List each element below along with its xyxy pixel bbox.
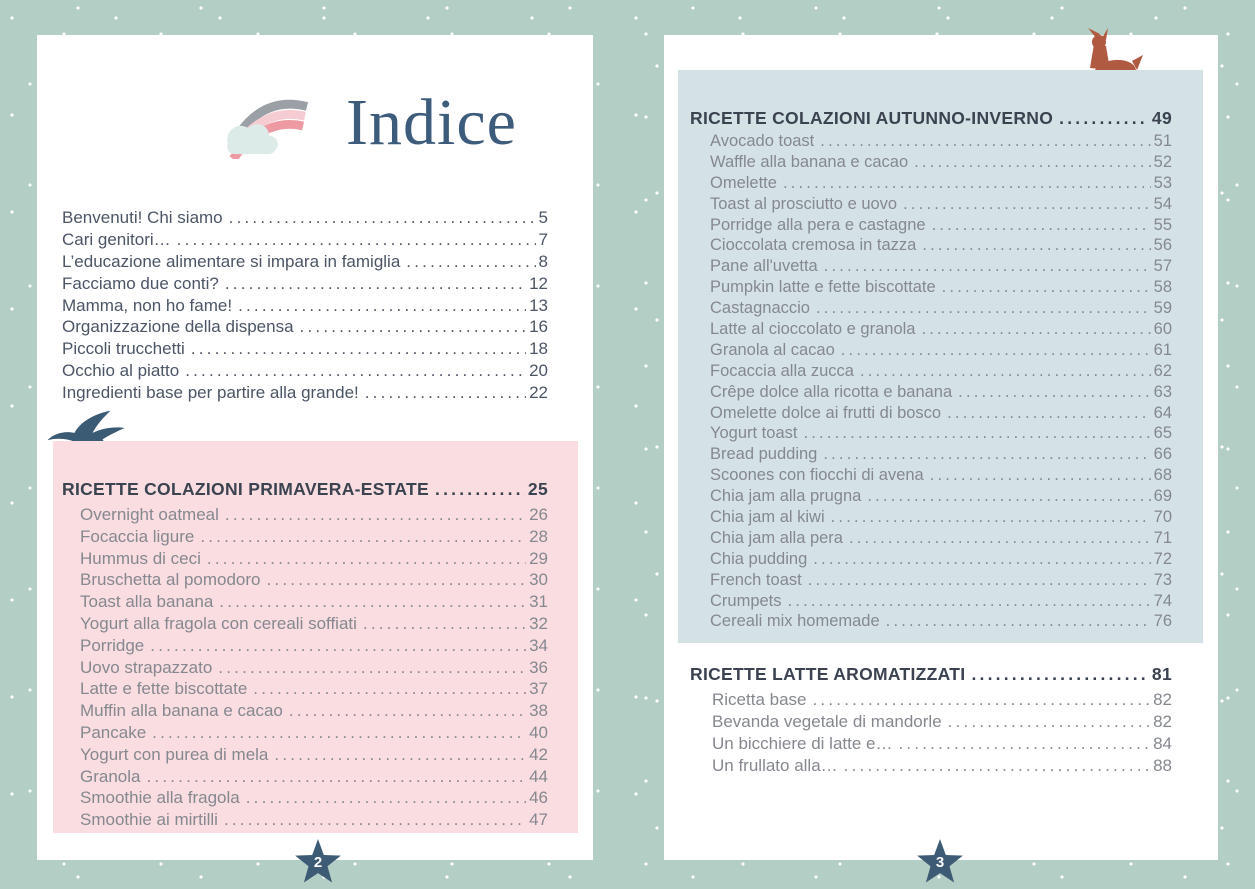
toc-entry-label: Granola	[80, 766, 141, 786]
toc-entry-page: 55	[1153, 215, 1172, 234]
toc-entry-page: 66	[1153, 445, 1172, 464]
dot-leader	[238, 296, 526, 316]
toc-entry-label: Focaccia ligure	[80, 526, 195, 546]
toc-entry-page: 22	[529, 383, 548, 403]
autumn-winter-toc-list	[690, 132, 1172, 633]
toc-entry-label: Chia jam alla prugna	[710, 487, 862, 506]
toc-entry-label: Focaccia alla zucca	[710, 361, 854, 380]
toc-entry-label: Chia jam al kiwi	[710, 508, 825, 527]
dot-leader	[783, 174, 1151, 193]
toc-entry	[80, 767, 548, 789]
toc-entry-label: Yogurt alla fragola con cereali soffiati	[80, 613, 357, 633]
toc-entry-label: Chia pudding	[710, 549, 808, 568]
toc-entry-page: 82	[1153, 712, 1172, 731]
toc-entry-page: 32	[529, 613, 548, 633]
toc-entry-label: Scoones con fiocchi di avena	[710, 466, 924, 485]
star-page-badge	[916, 837, 964, 885]
toc-entry	[712, 734, 1172, 756]
toc-entry-page: 82	[1153, 690, 1172, 709]
toc-entry	[80, 636, 548, 658]
toc-entry-label: Pancake	[80, 722, 147, 742]
toc-entry-label: Crumpets	[710, 591, 782, 610]
dot-leader	[363, 614, 526, 634]
toc-entry	[710, 362, 1172, 383]
toc-entry	[710, 571, 1172, 592]
toc-entry-label: Cioccolata cremosa in tazza	[710, 236, 917, 255]
dot-leader	[922, 236, 1150, 255]
toc-entry	[80, 810, 548, 832]
toc-entry-label: Granola al cacao	[710, 340, 835, 359]
toc-entry-page: 8	[538, 251, 548, 271]
spring-summer-section	[53, 441, 578, 833]
toc-entry-page: 36	[529, 657, 548, 677]
toc-entry	[710, 278, 1172, 299]
toc-entry-label: Occhio al piatto	[62, 361, 180, 381]
toc-entry	[80, 549, 548, 571]
dot-leader	[365, 383, 526, 403]
toc-entry-page: 58	[1153, 278, 1172, 297]
toc-entry-page: 7	[538, 229, 548, 249]
page-number: 3	[935, 854, 945, 871]
dot-leader	[824, 257, 1151, 276]
dot-leader	[921, 320, 1150, 339]
dot-leader	[816, 299, 1151, 318]
toc-entry-page: 71	[1153, 528, 1172, 547]
toc-entry-label: Porridge alla pera e castagne	[710, 215, 926, 234]
toc-entry-page: 29	[529, 548, 548, 568]
toc-entry-label: Bread pudding	[710, 445, 818, 464]
toc-entry-label: Overnight oatmeal	[80, 505, 219, 524]
toc-entry-page: 60	[1153, 320, 1172, 339]
dot-leader	[948, 712, 1150, 732]
toc-entry-page: 63	[1153, 382, 1172, 401]
toc-entry	[710, 550, 1172, 571]
toc-entry-label: Latte al cioccolato e granola	[710, 320, 916, 339]
toc-entry-label: Smoothie ai mirtilli	[80, 810, 218, 830]
dot-leader	[886, 612, 1151, 631]
toc-entry	[710, 132, 1172, 153]
dot-leader	[225, 505, 526, 525]
toc-entry-page: 26	[529, 505, 548, 524]
right-book-page	[664, 35, 1218, 871]
dot-leader	[406, 252, 535, 272]
toc-entry	[710, 466, 1172, 487]
toc-entry	[710, 404, 1172, 425]
dot-leader	[289, 701, 526, 721]
toc-entry	[710, 174, 1172, 195]
toc-entry	[80, 788, 548, 810]
dot-leader	[932, 216, 1151, 235]
dot-leader	[1059, 108, 1149, 129]
toc-entry-label: Porridge	[80, 635, 145, 655]
toc-entry-label: Facciamo due conti?	[62, 273, 219, 293]
toc-entry	[80, 745, 548, 767]
toc-entry-page: 34	[529, 635, 548, 655]
autumn-winter-section	[678, 70, 1203, 643]
dot-leader	[867, 487, 1150, 506]
toc-entry-label: Yogurt con purea di mela	[80, 744, 269, 764]
toc-entry	[710, 445, 1172, 466]
toc-entry-page: 53	[1153, 173, 1172, 192]
toc-entry-label: Un bicchiere di latte e…	[712, 734, 893, 753]
toc-entry	[62, 252, 548, 274]
dot-leader	[841, 341, 1151, 360]
toc-entry-label: Smoothie alla fragola	[80, 788, 240, 808]
toc-entry	[712, 712, 1172, 734]
toc-entry	[710, 341, 1172, 362]
toc-entry-label: Avocado toast	[710, 132, 815, 150]
dot-leader	[849, 529, 1151, 548]
toc-entry-label: Cari genitori…	[62, 229, 171, 249]
toc-entry-page: 38	[529, 701, 548, 721]
toc-entry-label: Yogurt toast	[710, 424, 798, 443]
toc-entry-page: 18	[529, 339, 548, 359]
toc-entry	[62, 383, 548, 405]
toc-entry-page: 28	[529, 526, 548, 546]
dot-leader	[185, 361, 526, 381]
toc-entry-page: 40	[529, 722, 548, 742]
flavored-milk-section	[690, 664, 1172, 778]
dot-leader	[150, 636, 526, 656]
toc-entry	[710, 236, 1172, 257]
toc-entry-page: 20	[529, 361, 548, 381]
toc-entry-page: 31	[529, 592, 548, 612]
toc-entry	[710, 508, 1172, 529]
toc-entry-page: 70	[1153, 508, 1172, 527]
dot-leader	[207, 549, 526, 569]
dot-leader	[267, 570, 527, 590]
toc-entry-page: 88	[1153, 756, 1172, 775]
toc-entry-page: 84	[1153, 734, 1172, 753]
dot-leader	[219, 592, 526, 612]
toc-entry-label: Cereali mix homemade	[710, 612, 880, 631]
toc-entry-label: Benvenuti! Chi siamo	[62, 208, 223, 227]
toc-entry-page: 76	[1153, 612, 1172, 631]
intro-toc-list	[62, 208, 548, 405]
dot-leader	[152, 723, 526, 743]
dot-leader	[224, 810, 526, 830]
toc-entry-label: Organizzazione della dispensa	[62, 317, 294, 337]
toc-entry	[62, 361, 548, 383]
toc-entry	[80, 614, 548, 636]
toc-entry-page: 52	[1153, 152, 1172, 171]
toc-entry	[62, 339, 548, 361]
toc-entry-label: Toast alla banana	[80, 592, 214, 612]
spring-summer-toc-list	[62, 505, 548, 832]
section-header	[690, 108, 1172, 132]
toc-entry-label: Piccoli trucchetti	[62, 339, 185, 359]
toc-entry	[712, 690, 1172, 712]
dot-leader	[803, 424, 1150, 443]
toc-entry-page: 68	[1153, 466, 1172, 485]
toc-entry-page: 47	[529, 810, 548, 830]
section-title: RICETTE LATTE AROMATIZZATI	[690, 664, 966, 684]
toc-entry-page: 44	[529, 766, 548, 786]
toc-entry-label: Omelette dolce ai frutti di bosco	[710, 403, 942, 422]
dot-leader	[177, 230, 536, 250]
toc-entry-page: 65	[1153, 424, 1172, 443]
toc-entry	[80, 505, 548, 527]
toc-entry-label: Muffin alla banana e cacao	[80, 701, 283, 721]
toc-entry	[710, 299, 1172, 320]
toc-entry-page: 56	[1153, 236, 1172, 255]
toc-entry-label: Un frullato alla…	[712, 756, 838, 775]
toc-entry-label: Crêpe dolce alla ricotta e banana	[710, 382, 953, 401]
toc-entry-label: Latte e fette biscottate	[80, 679, 248, 699]
toc-entry-label: Pane all'uvetta	[710, 257, 818, 276]
toc-entry	[712, 756, 1172, 778]
toc-entry-page: 61	[1153, 340, 1172, 359]
dot-leader	[947, 404, 1151, 423]
section-header	[62, 479, 548, 503]
toc-entry-page: 59	[1153, 299, 1172, 318]
toc-entry-label: Castagnaccio	[710, 299, 810, 318]
dot-leader	[200, 527, 526, 547]
toc-entry-label: French toast	[710, 570, 802, 589]
toc-entry-page: 64	[1153, 403, 1172, 422]
toc-entry-label: L’educazione alimentare si impara in famiglia	[62, 251, 401, 271]
left-book-page	[37, 35, 593, 871]
toc-entry-label: Mamma, non ho fame!	[62, 295, 233, 315]
flavored-milk-toc-list	[690, 690, 1172, 778]
toc-entry	[710, 383, 1172, 404]
dot-leader	[914, 153, 1151, 172]
toc-entry	[62, 230, 548, 252]
toc-entry-label: Omelette	[710, 173, 777, 192]
section-page: 81	[1151, 664, 1172, 684]
toc-entry-page: 13	[529, 295, 548, 315]
dot-leader	[823, 445, 1150, 464]
toc-entry	[80, 679, 548, 701]
toc-entry	[80, 701, 548, 723]
dot-leader	[435, 479, 525, 500]
toc-entry-page: 5	[538, 208, 548, 227]
toc-entry-page: 57	[1153, 257, 1172, 276]
toc-entry	[710, 320, 1172, 341]
toc-entry	[710, 612, 1172, 633]
dot-leader	[229, 208, 536, 228]
toc-entry	[710, 195, 1172, 216]
toc-entry	[62, 296, 548, 318]
toc-entry	[710, 592, 1172, 613]
toc-entry-label: Toast al prosciutto e uovo	[710, 194, 898, 213]
star-page-badge	[294, 837, 342, 885]
dot-leader	[225, 274, 526, 294]
toc-entry-page: 51	[1153, 132, 1172, 150]
toc-entry	[62, 317, 548, 339]
toc-entry-page: 42	[529, 744, 548, 764]
toc-entry	[710, 257, 1172, 278]
dot-leader	[191, 339, 526, 359]
toc-entry	[80, 592, 548, 614]
section-page: 25	[527, 479, 548, 499]
toc-entry	[80, 658, 548, 680]
dot-leader	[813, 690, 1151, 710]
dot-leader	[218, 658, 526, 678]
page-number: 2	[313, 854, 323, 871]
toc-entry-label: Chia jam alla pera	[710, 528, 843, 547]
dot-leader	[246, 788, 526, 808]
toc-entry-page: 74	[1153, 591, 1172, 610]
toc-entry-page: 72	[1153, 549, 1172, 568]
dot-leader	[844, 756, 1150, 776]
toc-entry-label: Ingredienti base per partire alla grande!	[62, 383, 359, 403]
dot-leader	[813, 550, 1150, 569]
dot-leader	[146, 767, 526, 787]
dot-leader	[300, 317, 527, 337]
toc-entry-label: Pumpkin latte e fette biscottate	[710, 278, 936, 297]
dot-leader	[942, 278, 1151, 297]
toc-entry	[710, 487, 1172, 508]
toc-entry-label: Waffle alla banana e cacao	[710, 152, 909, 171]
section-title: RICETTE COLAZIONI AUTUNNO-INVERNO	[690, 108, 1054, 128]
section-page: 49	[1151, 108, 1172, 128]
dot-leader	[253, 679, 526, 699]
section-title: RICETTE COLAZIONI PRIMAVERA-ESTATE	[62, 479, 430, 499]
toc-entry-page: 16	[529, 317, 548, 337]
toc-entry-page: 62	[1153, 361, 1172, 380]
dot-leader	[958, 383, 1150, 402]
page-title: Indice	[346, 86, 517, 159]
toc-entry-label: Hummus di ceci	[80, 548, 201, 568]
toc-entry	[80, 570, 548, 592]
toc-entry-label: Uovo strapazzato	[80, 657, 213, 677]
rainbow-cloud-icon	[220, 87, 320, 159]
toc-entry	[80, 723, 548, 745]
toc-entry	[710, 216, 1172, 237]
toc-entry	[710, 529, 1172, 550]
section-header	[690, 664, 1172, 688]
dot-leader	[971, 664, 1148, 685]
dot-leader	[930, 466, 1151, 485]
toc-entry-page: 12	[529, 273, 548, 293]
index-title-row	[220, 87, 517, 159]
dot-leader	[903, 195, 1151, 214]
toc-entry	[62, 208, 548, 230]
dot-leader	[808, 571, 1151, 590]
toc-entry-page: 30	[529, 570, 548, 590]
dot-leader	[820, 132, 1150, 151]
toc-entry-page: 37	[529, 679, 548, 699]
dot-leader	[788, 592, 1151, 611]
toc-entry	[62, 274, 548, 296]
dot-leader	[898, 734, 1150, 754]
toc-entry-page: 46	[529, 788, 548, 808]
dot-leader	[860, 362, 1151, 381]
toc-entry-page: 54	[1153, 194, 1172, 213]
toc-entry-label: Ricetta base	[712, 690, 807, 709]
toc-entry-page: 69	[1153, 487, 1172, 506]
toc-entry-label: Bruschetta al pomodoro	[80, 570, 261, 590]
dot-leader	[274, 745, 526, 765]
dot-leader	[831, 508, 1151, 527]
toc-entry	[710, 424, 1172, 445]
toc-entry-page: 73	[1153, 570, 1172, 589]
toc-entry	[710, 153, 1172, 174]
toc-entry-label: Bevanda vegetale di mandorle	[712, 712, 942, 731]
toc-entry	[80, 527, 548, 549]
